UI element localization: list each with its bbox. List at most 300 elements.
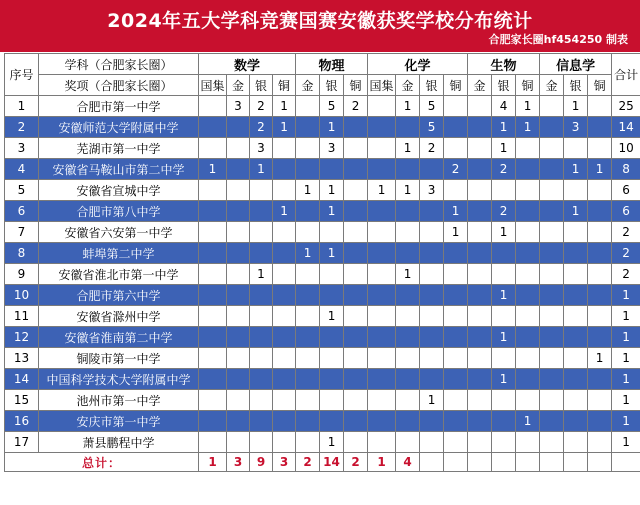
row-count-cell [516, 264, 540, 285]
row-count-cell [344, 222, 368, 243]
row-school: 安徽省淮南第二中学 [39, 327, 199, 348]
table-row [5, 432, 640, 453]
row-seq: 3 [5, 138, 39, 159]
row-count-cell [250, 201, 273, 222]
row-count-cell [199, 411, 227, 432]
row-count-cell [540, 180, 564, 201]
row-count-cell [468, 96, 492, 117]
row-count-cell [564, 390, 588, 411]
row-school: 安徽省滁州中学 [39, 306, 199, 327]
row-count-cell [588, 369, 612, 390]
table-row [5, 348, 640, 369]
row-count-cell: 1 [396, 180, 420, 201]
totals-cell [492, 453, 516, 472]
row-seq: 1 [5, 96, 39, 117]
row-count-cell [492, 264, 516, 285]
medal-silver: 银 [250, 75, 273, 96]
medal-silver: 银 [320, 75, 344, 96]
medal-national-team: 国集 [199, 75, 227, 96]
row-count-cell [273, 285, 296, 306]
row-count-cell [516, 348, 540, 369]
row-count-cell [396, 390, 420, 411]
row-school: 铜陵市第一中学 [39, 348, 199, 369]
totals-cell [540, 453, 564, 472]
subject-informatics: 信息学 [540, 54, 612, 75]
row-total: 10 [612, 138, 640, 159]
row-count-cell [273, 390, 296, 411]
row-count-cell [588, 222, 612, 243]
table-row [5, 222, 640, 243]
row-count-cell [227, 180, 250, 201]
row-count-cell [199, 96, 227, 117]
row-count-cell [516, 159, 540, 180]
row-count-cell [396, 411, 420, 432]
row-school: 蚌埠第二中学 [39, 243, 199, 264]
row-count-cell: 2 [250, 96, 273, 117]
row-count-cell: 1 [273, 201, 296, 222]
row-count-cell [250, 348, 273, 369]
row-count-cell [344, 180, 368, 201]
subject-biology: 生物 [468, 54, 540, 75]
row-count-cell: 1 [320, 201, 344, 222]
row-count-cell [420, 411, 444, 432]
totals-cell [420, 453, 444, 472]
row-count-cell [588, 285, 612, 306]
row-count-cell [273, 411, 296, 432]
row-count-cell [396, 159, 420, 180]
row-count-cell [492, 432, 516, 453]
row-count-cell [227, 159, 250, 180]
row-count-cell [368, 327, 396, 348]
row-count-cell [516, 285, 540, 306]
row-count-cell [344, 390, 368, 411]
subject-physics: 物理 [296, 54, 368, 75]
row-count-cell [320, 390, 344, 411]
row-count-cell: 3 [250, 138, 273, 159]
row-count-cell [468, 243, 492, 264]
row-total: 1 [612, 306, 640, 327]
row-count-cell [368, 432, 396, 453]
row-count-cell [420, 285, 444, 306]
medal-gold: 金 [227, 75, 250, 96]
row-count-cell [296, 117, 320, 138]
table-row [5, 306, 640, 327]
row-count-cell [199, 222, 227, 243]
row-count-cell [227, 222, 250, 243]
row-count-cell [588, 306, 612, 327]
row-count-cell [420, 327, 444, 348]
row-count-cell [564, 285, 588, 306]
row-count-cell [320, 348, 344, 369]
row-count-cell [273, 369, 296, 390]
table-row [5, 117, 640, 138]
table-row [5, 201, 640, 222]
row-count-cell [296, 264, 320, 285]
row-count-cell: 1 [492, 117, 516, 138]
row-count-cell [227, 285, 250, 306]
row-count-cell [564, 180, 588, 201]
row-count-cell [564, 243, 588, 264]
medal-national-team: 国集 [368, 75, 396, 96]
row-count-cell [540, 201, 564, 222]
row-count-cell [320, 327, 344, 348]
row-count-cell [250, 369, 273, 390]
row-count-cell [540, 306, 564, 327]
row-count-cell: 1 [320, 432, 344, 453]
row-count-cell [227, 243, 250, 264]
row-count-cell [368, 138, 396, 159]
row-count-cell [540, 285, 564, 306]
row-count-cell [540, 411, 564, 432]
medal-silver: 银 [420, 75, 444, 96]
row-count-cell [199, 327, 227, 348]
totals-cell: 3 [227, 453, 250, 472]
row-count-cell [368, 348, 396, 369]
row-count-cell [368, 390, 396, 411]
row-count-cell [540, 264, 564, 285]
row-count-cell [199, 264, 227, 285]
totals-cell: 4 [396, 453, 420, 472]
row-count-cell [320, 285, 344, 306]
row-count-cell [444, 348, 468, 369]
row-count-cell [492, 411, 516, 432]
row-count-cell [250, 222, 273, 243]
row-count-cell [199, 201, 227, 222]
row-total: 6 [612, 201, 640, 222]
row-count-cell [540, 432, 564, 453]
row-count-cell [227, 306, 250, 327]
row-count-cell [396, 348, 420, 369]
row-school: 中国科学技术大学附属中学 [39, 369, 199, 390]
row-total: 1 [612, 411, 640, 432]
row-count-cell [296, 390, 320, 411]
row-count-cell [564, 348, 588, 369]
row-school: 合肥市第八中学 [39, 201, 199, 222]
row-count-cell [468, 117, 492, 138]
row-count-cell [368, 264, 396, 285]
row-count-cell [468, 327, 492, 348]
row-count-cell [199, 117, 227, 138]
table-row [5, 369, 640, 390]
row-count-cell [396, 201, 420, 222]
row-count-cell [227, 201, 250, 222]
row-count-cell [296, 369, 320, 390]
totals-row [5, 453, 640, 472]
row-count-cell: 1 [296, 243, 320, 264]
row-count-cell [492, 243, 516, 264]
row-count-cell [540, 222, 564, 243]
row-total: 1 [612, 369, 640, 390]
row-count-cell [564, 222, 588, 243]
row-count-cell [227, 432, 250, 453]
row-school: 安徽师范大学附属中学 [39, 117, 199, 138]
row-seq: 11 [5, 306, 39, 327]
row-count-cell [344, 138, 368, 159]
row-count-cell [588, 201, 612, 222]
row-count-cell [344, 243, 368, 264]
row-count-cell [320, 369, 344, 390]
row-count-cell: 1 [444, 201, 468, 222]
row-count-cell [227, 264, 250, 285]
medal-silver: 银 [564, 75, 588, 96]
row-count-cell [273, 327, 296, 348]
medal-bronze: 铜 [588, 75, 612, 96]
table-row [5, 327, 640, 348]
totals-cell [612, 453, 640, 472]
row-count-cell [444, 306, 468, 327]
row-count-cell [344, 369, 368, 390]
totals-cell: 2 [344, 453, 368, 472]
row-count-cell [368, 243, 396, 264]
row-count-cell [588, 117, 612, 138]
row-count-cell [199, 390, 227, 411]
row-count-cell [250, 243, 273, 264]
row-count-cell: 1 [420, 390, 444, 411]
row-count-cell [420, 243, 444, 264]
row-count-cell [492, 390, 516, 411]
row-count-cell [516, 180, 540, 201]
row-count-cell [540, 327, 564, 348]
row-total: 1 [612, 327, 640, 348]
row-count-cell [250, 390, 273, 411]
row-count-cell [444, 369, 468, 390]
row-count-cell: 1 [588, 348, 612, 369]
medal-bronze: 铜 [444, 75, 468, 96]
row-count-cell [540, 243, 564, 264]
totals-cell: 3 [273, 453, 296, 472]
row-count-cell [444, 117, 468, 138]
row-count-cell: 1 [396, 96, 420, 117]
title-bar [0, 0, 640, 52]
medal-gold: 金 [540, 75, 564, 96]
totals-cell [468, 453, 492, 472]
row-count-cell [588, 327, 612, 348]
row-count-cell: 1 [273, 117, 296, 138]
totals-cell: 2 [296, 453, 320, 472]
subject-chemistry: 化学 [368, 54, 468, 75]
row-seq: 6 [5, 201, 39, 222]
row-count-cell [273, 264, 296, 285]
table-row [5, 411, 640, 432]
row-school: 合肥市第六中学 [39, 285, 199, 306]
row-total: 14 [612, 117, 640, 138]
row-count-cell [296, 222, 320, 243]
row-count-cell [396, 369, 420, 390]
row-count-cell [564, 327, 588, 348]
row-seq: 13 [5, 348, 39, 369]
table-row [5, 159, 640, 180]
row-count-cell [368, 369, 396, 390]
row-school: 合肥市第一中学 [39, 96, 199, 117]
row-count-cell [199, 348, 227, 369]
row-count-cell [273, 306, 296, 327]
row-count-cell [273, 138, 296, 159]
row-count-cell: 2 [444, 159, 468, 180]
row-count-cell [444, 390, 468, 411]
totals-cell [444, 453, 468, 472]
row-seq: 17 [5, 432, 39, 453]
row-count-cell [296, 432, 320, 453]
row-count-cell [516, 201, 540, 222]
row-school: 池州市第一中学 [39, 390, 199, 411]
row-count-cell [564, 411, 588, 432]
row-count-cell [468, 285, 492, 306]
row-count-cell [368, 222, 396, 243]
row-count-cell [344, 327, 368, 348]
row-count-cell [296, 348, 320, 369]
row-count-cell [320, 264, 344, 285]
totals-cell: 9 [250, 453, 273, 472]
row-count-cell [540, 117, 564, 138]
row-count-cell [444, 138, 468, 159]
seq-header: 序号 [5, 54, 39, 96]
row-count-cell: 1 [250, 264, 273, 285]
row-count-cell: 2 [250, 117, 273, 138]
row-seq: 15 [5, 390, 39, 411]
medal-silver: 银 [492, 75, 516, 96]
row-count-cell [396, 306, 420, 327]
row-count-cell [296, 327, 320, 348]
row-count-cell [344, 264, 368, 285]
row-count-cell: 1 [320, 117, 344, 138]
row-count-cell [420, 348, 444, 369]
row-count-cell [444, 180, 468, 201]
row-count-cell [516, 369, 540, 390]
row-count-cell [492, 180, 516, 201]
row-count-cell [344, 285, 368, 306]
row-school: 芜湖市第一中学 [39, 138, 199, 159]
row-count-cell [320, 222, 344, 243]
row-count-cell [516, 222, 540, 243]
row-count-cell [516, 306, 540, 327]
table-row [5, 264, 640, 285]
row-count-cell [492, 348, 516, 369]
row-count-cell [199, 243, 227, 264]
row-seq: 8 [5, 243, 39, 264]
row-count-cell: 3 [420, 180, 444, 201]
row-total: 2 [612, 243, 640, 264]
row-count-cell [588, 411, 612, 432]
row-count-cell: 2 [344, 96, 368, 117]
row-count-cell [344, 432, 368, 453]
row-count-cell [564, 138, 588, 159]
row-seq: 12 [5, 327, 39, 348]
row-count-cell [250, 327, 273, 348]
row-count-cell [227, 369, 250, 390]
row-count-cell [296, 411, 320, 432]
row-count-cell [468, 159, 492, 180]
row-count-cell [468, 432, 492, 453]
row-count-cell [344, 411, 368, 432]
row-total: 6 [612, 180, 640, 201]
medal-gold: 金 [296, 75, 320, 96]
row-count-cell [420, 432, 444, 453]
row-school: 安庆市第一中学 [39, 411, 199, 432]
table-row [5, 390, 640, 411]
row-total: 2 [612, 264, 640, 285]
header-row-subjects [5, 54, 640, 75]
row-count-cell [273, 432, 296, 453]
row-count-cell [250, 180, 273, 201]
row-total: 1 [612, 432, 640, 453]
row-count-cell [444, 327, 468, 348]
row-count-cell [540, 159, 564, 180]
row-count-cell [396, 222, 420, 243]
row-count-cell [564, 306, 588, 327]
row-total: 1 [612, 390, 640, 411]
row-count-cell [396, 117, 420, 138]
row-count-cell [320, 411, 344, 432]
row-count-cell [444, 243, 468, 264]
row-count-cell: 1 [492, 222, 516, 243]
row-count-cell [250, 306, 273, 327]
row-count-cell: 1 [516, 411, 540, 432]
row-count-cell [444, 432, 468, 453]
row-count-cell [516, 432, 540, 453]
row-seq: 4 [5, 159, 39, 180]
row-count-cell [420, 159, 444, 180]
row-count-cell [564, 264, 588, 285]
row-count-cell [468, 264, 492, 285]
row-count-cell [588, 180, 612, 201]
subject-label-header: 学科（合肥家长圈） [39, 54, 199, 75]
row-count-cell [420, 222, 444, 243]
row-count-cell: 1 [273, 96, 296, 117]
medal-bronze: 铜 [516, 75, 540, 96]
row-count-cell: 1 [250, 159, 273, 180]
row-count-cell [250, 285, 273, 306]
row-count-cell: 1 [492, 327, 516, 348]
table-row [5, 285, 640, 306]
row-count-cell [540, 96, 564, 117]
row-count-cell: 1 [492, 369, 516, 390]
row-count-cell: 5 [320, 96, 344, 117]
row-count-cell [227, 390, 250, 411]
row-count-cell [250, 432, 273, 453]
row-count-cell [516, 390, 540, 411]
row-count-cell [199, 180, 227, 201]
award-table [4, 53, 640, 472]
row-count-cell [588, 96, 612, 117]
row-count-cell: 1 [199, 159, 227, 180]
row-count-cell [368, 411, 396, 432]
row-count-cell [199, 369, 227, 390]
row-count-cell [296, 159, 320, 180]
row-count-cell [227, 138, 250, 159]
medal-bronze: 铜 [344, 75, 368, 96]
totals-label: 总计： [5, 453, 199, 472]
row-count-cell [396, 285, 420, 306]
row-count-cell [468, 201, 492, 222]
row-count-cell [540, 390, 564, 411]
row-count-cell [468, 306, 492, 327]
row-count-cell [588, 264, 612, 285]
row-count-cell: 1 [564, 96, 588, 117]
row-count-cell [273, 159, 296, 180]
row-count-cell [564, 369, 588, 390]
row-count-cell [468, 348, 492, 369]
medal-gold: 金 [468, 75, 492, 96]
row-count-cell [468, 180, 492, 201]
row-count-cell [250, 411, 273, 432]
row-count-cell: 1 [564, 159, 588, 180]
row-count-cell: 1 [492, 138, 516, 159]
row-seq: 7 [5, 222, 39, 243]
award-label-header: 奖项（合肥家长圈） [39, 75, 199, 96]
totals-cell [588, 453, 612, 472]
row-count-cell [199, 285, 227, 306]
row-total: 1 [612, 285, 640, 306]
